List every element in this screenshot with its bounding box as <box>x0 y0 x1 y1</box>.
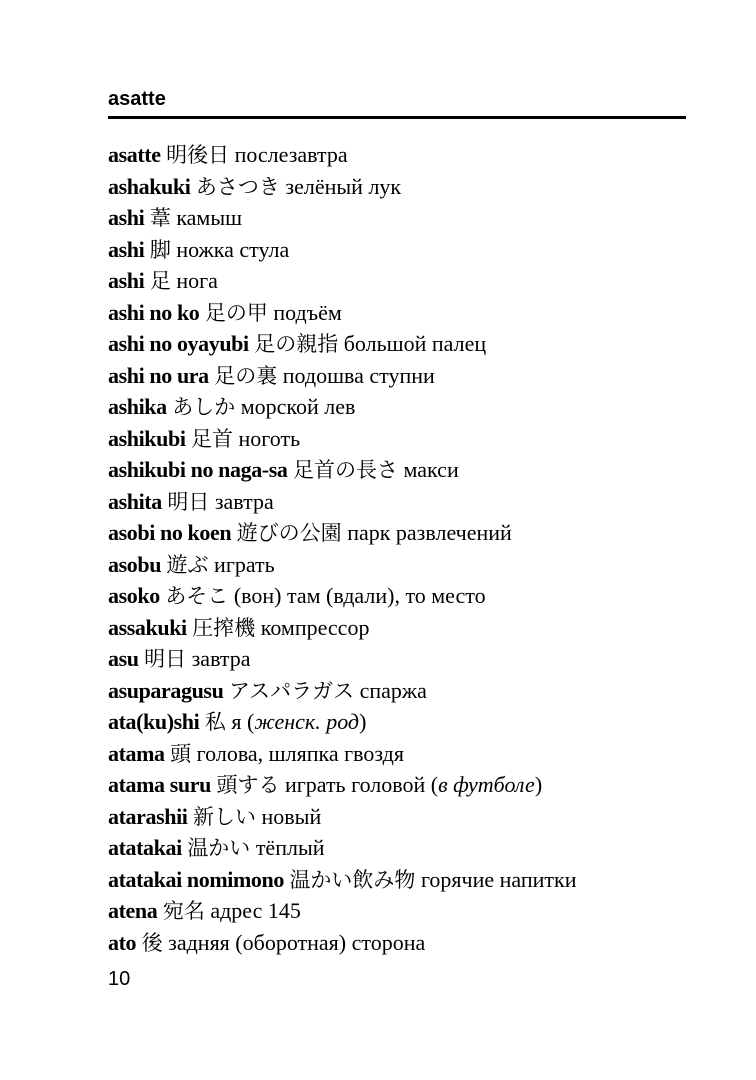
entry-japanese: 足首の長さ <box>293 458 398 482</box>
dictionary-entry <box>108 139 748 171</box>
entry-term: ashi no ko <box>108 299 200 325</box>
entry-list <box>108 139 748 958</box>
entry-translation: адрес 145 <box>210 898 301 923</box>
entry-term: ashikubi <box>108 425 186 451</box>
entry-japanese: 後 <box>141 930 163 955</box>
entry-japanese: 新しい <box>193 804 257 829</box>
entry-usage-note: в футболе <box>438 772 535 797</box>
entry-japanese: 足首 <box>191 426 234 451</box>
entry-term: atatakai nomimono <box>108 866 284 892</box>
entry-translation: голова, шляпка гвоздя <box>196 740 404 766</box>
entry-translation: (вон) там (вдали), то место <box>233 583 486 608</box>
dictionary-entry <box>108 801 748 833</box>
entry-translation: большой палец <box>343 331 487 356</box>
entry-term: asoko <box>108 583 160 608</box>
entry-japanese: あしか <box>172 395 236 419</box>
entry-japanese: 温かい飲み物 <box>289 867 416 892</box>
entry-translation: новый <box>261 803 322 829</box>
entry-translation: камыш <box>176 205 243 230</box>
entry-translation: играть головой ( <box>284 772 439 797</box>
dictionary-entry <box>108 391 748 423</box>
entry-term: asu <box>108 646 139 671</box>
entry-term: ashi no oyayubi <box>108 331 249 356</box>
entry-term: ashi no ura <box>108 362 209 388</box>
entry-term: assakuki <box>108 614 187 640</box>
dictionary-entry <box>108 832 748 864</box>
dictionary-entry <box>108 706 748 738</box>
entry-translation: послезавтра <box>234 142 348 167</box>
entry-term: asuparagusu <box>108 677 224 703</box>
entry-translation: завтра <box>214 488 274 514</box>
entry-japanese: あそこ <box>165 584 229 608</box>
dictionary-entry <box>108 454 748 486</box>
entry-japanese: 明後日 <box>166 143 230 167</box>
entry-japanese: 脚 <box>149 237 171 262</box>
entry-translation: спаржа <box>359 677 427 703</box>
entry-translation: ножка стула <box>176 236 290 262</box>
entry-japanese: 明日 <box>144 647 187 671</box>
dictionary-entry <box>108 171 748 203</box>
dictionary-entry <box>108 675 748 707</box>
entry-term: asatte <box>108 142 161 167</box>
entry-term: atena <box>108 898 158 923</box>
entry-japanese: 温かい <box>187 836 251 860</box>
entry-term: ashakuki <box>108 173 191 199</box>
dictionary-entry <box>108 202 748 234</box>
entry-term: ashi <box>108 205 145 230</box>
entry-japanese: 足 <box>149 269 171 293</box>
entry-translation: горячие напитки <box>420 866 577 892</box>
entry-term: atama <box>108 740 165 766</box>
entry-term: ashi <box>108 236 145 262</box>
entry-japanese: 足の親指 <box>254 332 339 356</box>
dictionary-entry <box>108 517 748 549</box>
entry-usage-note: женск. род <box>254 709 360 734</box>
entry-term: atatakai <box>108 835 182 860</box>
running-header <box>108 86 686 119</box>
dictionary-entry <box>108 234 748 266</box>
entry-translation: ноготь <box>238 425 301 451</box>
dictionary-entry <box>108 423 748 455</box>
dictionary-entry <box>108 927 748 959</box>
entry-translation: завтра <box>191 646 251 671</box>
entry-translation: макси <box>403 457 459 482</box>
entry-term: ata(ku)shi <box>108 709 200 734</box>
dictionary-entry <box>108 328 748 360</box>
entry-japanese: 葦 <box>149 206 171 230</box>
entry-term: atama suru <box>108 772 211 797</box>
entry-japanese: 頭する <box>216 773 280 797</box>
page-number: 10 <box>108 968 131 990</box>
header-headword: asatte <box>108 88 166 110</box>
entry-term: ato <box>108 929 137 955</box>
entry-term: ashi <box>108 268 145 293</box>
entry-translation: играть <box>214 551 275 577</box>
dictionary-entry <box>108 769 748 801</box>
entry-translation: я ( <box>231 709 255 734</box>
entry-term: atarashii <box>108 803 188 829</box>
entry-translation: зелёный лук <box>285 173 402 199</box>
dictionary-entry <box>108 738 748 770</box>
entry-japanese: 足の裏 <box>214 363 278 388</box>
dictionary-entry <box>108 643 748 675</box>
dictionary-entry <box>108 265 748 297</box>
entry-closing-paren: ) <box>359 709 367 734</box>
entry-japanese: 頭 <box>170 741 192 766</box>
entry-japanese: 遊びの公園 <box>236 521 342 545</box>
entry-translation: подъём <box>273 299 342 325</box>
entry-closing-paren: ) <box>534 772 543 797</box>
dictionary-entry <box>108 864 748 896</box>
entry-translation: морской лев <box>240 394 356 419</box>
entry-japanese: 圧搾機 <box>192 615 256 640</box>
entry-term: ashikubi no naga-sa <box>108 457 288 482</box>
entry-translation: нога <box>176 268 218 293</box>
entry-term: ashita <box>108 488 162 514</box>
entry-translation: парк развлечений <box>347 520 512 545</box>
entry-japanese: アスパラガス <box>228 678 355 703</box>
dictionary-entry <box>108 549 748 581</box>
entry-japanese: あさつき <box>195 174 280 199</box>
entry-term: asobi no koen <box>108 520 232 545</box>
entry-translation: подошва ступни <box>282 362 435 388</box>
entry-translation: задняя (оборотная) сторона <box>168 929 426 955</box>
entry-translation: тёплый <box>255 835 325 860</box>
dictionary-entry <box>108 612 748 644</box>
entry-term: ashika <box>108 394 167 419</box>
dictionary-entry <box>108 580 748 612</box>
entry-translation: компрессор <box>260 614 370 640</box>
dictionary-entry <box>108 297 748 329</box>
entry-japanese: 私 <box>204 710 226 734</box>
entry-japanese: 明日 <box>167 489 210 514</box>
dictionary-entry <box>108 486 748 518</box>
dictionary-entry <box>108 895 748 927</box>
entry-japanese: 宛名 <box>162 899 205 923</box>
entry-japanese: 遊ぶ <box>166 552 209 577</box>
entry-japanese: 足の甲 <box>204 300 268 325</box>
entry-term: asobu <box>108 551 162 577</box>
dictionary-entry <box>108 360 748 392</box>
